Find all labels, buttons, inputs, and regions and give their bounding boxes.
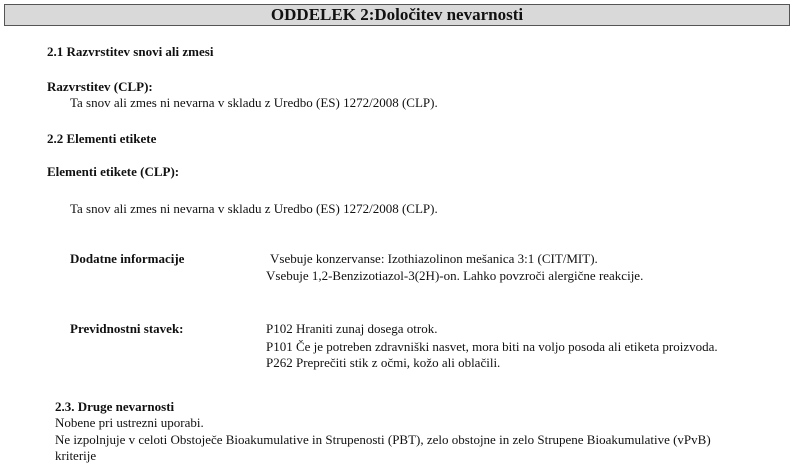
other-hazards-line: kriterije [55, 448, 97, 463]
additional-info-label: Dodatne informacije [70, 251, 185, 266]
other-hazards-line: Nobene pri ustrezni uporabi. [55, 415, 204, 430]
section-title: ODDELEK 2:Določitev nevarnosti [4, 4, 790, 26]
classification-clp-text: Ta snov ali zmes ni nevarna v skladu z Uredbo (ES) 1272/2008 (CLP). [70, 95, 438, 110]
section-2-3-heading: 2.3. Druge nevarnosti [55, 399, 175, 414]
additional-info-line: Vsebuje 1,2-Benzizotiazol-3(2H)-on. Lahko povzroči alergične reakcije. [266, 268, 644, 283]
additional-info-line: Vsebuje konzervanse: Izothiazolinon mešanica 3:1 (CIT/MIT). [270, 251, 598, 266]
precautionary-line: P262 Preprečiti stik z očmi, kožo ali oblačili. [266, 355, 501, 370]
label-elements-clp-text: Ta snov ali zmes ni nevarna v skladu z Uredbo (ES) 1272/2008 (CLP). [70, 201, 438, 216]
classification-clp-heading: Razvrstitev (CLP): [47, 79, 153, 94]
precautionary-line: P102 Hraniti zunaj dosega otrok. [266, 321, 438, 336]
precautionary-statement-label: Previdnostni stavek: [70, 321, 184, 336]
section-2-1-heading: 2.1 Razvrstitev snovi ali zmesi [47, 44, 214, 59]
precautionary-line: P101 Če je potreben zdravniški nasvet, mora biti na voljo posoda ali etiketa proizvoda. [266, 339, 718, 354]
section-2-2-heading: 2.2 Elementi etikete [47, 131, 157, 146]
other-hazards-line: Ne izpolnjuje v celoti Obstoječe Bioakumulative in Strupenosti (PBT), zelo obstojne in zelo Strupene Bioakumulative (vPvB) [55, 432, 711, 447]
label-elements-clp-heading: Elementi etikete (CLP): [47, 164, 180, 179]
